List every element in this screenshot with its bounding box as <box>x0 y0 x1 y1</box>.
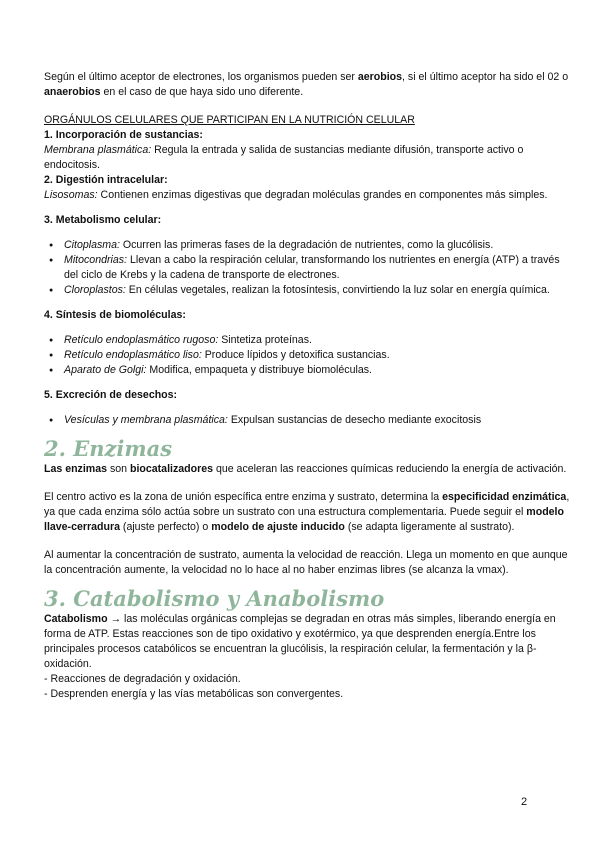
text-span: (se adapta ligeramente al sustrato). <box>344 521 515 533</box>
enzimas-term: Las enzimas <box>44 463 108 475</box>
s1-term: Membrana plasmática: <box>44 144 152 156</box>
s2-text: Contienen enzimas digestivas que degradan moléculas grandes en componentes más simples. <box>97 189 548 201</box>
list-item <box>44 348 572 363</box>
catabolismo-text: → las moléculas orgánicas complejas se degradan en otras más simples, liberando energía en forma de ATP. Estas reacciones son de tipo oxidativo y exotérmico, ya que desprenden energía.Entre los principales procesos catabólicos se encuentran la glucólisis, la respiración celular, la fermentación y la β-oxidación. <box>44 613 556 670</box>
list-item-term: Citoplasma: <box>64 239 120 251</box>
s1-text: Regula la entrada y salida de sustancias mediante difusión, transporte activo o endocitosis. <box>44 144 524 171</box>
list-item <box>44 363 572 378</box>
s2-term: Lisosomas: <box>44 189 98 201</box>
intro-aerobios: aerobios <box>357 71 403 83</box>
list-item-text: Expulsan sustancias de desecho mediante exocitosis <box>227 414 482 426</box>
biocatalizadores-term: biocatalizadores <box>129 463 213 475</box>
text-span: El centro activo es la zona de unión específica entre enzima y sustrato, determina la <box>44 491 443 503</box>
list-item <box>44 333 572 348</box>
s3-title <box>44 213 572 228</box>
intro-text-2: , si el último aceptor ha sido el 02 o <box>402 71 569 83</box>
s1-title <box>44 128 572 143</box>
text-span: que aceleran las reacciones químicas reduciendo la energía de activación. <box>213 463 567 475</box>
list-item <box>44 253 572 283</box>
s4-title <box>44 308 572 323</box>
list-item-term: Vesículas y membrana plasmática: <box>64 414 228 426</box>
list-item <box>44 413 572 428</box>
enzimas-paragraph-3: Al aumentar la concentración de sustrato, aumenta la velocidad de reacción. Llega un momento en que aunque la concentración aumente, la velocidad no lo hace al no haber enzimas libres (se alcanza la vmax). <box>44 549 568 576</box>
text-span: , ya que cada enzima sólo actúa sobre un sustrato con una estructura complementaria. Puede seguir el <box>44 491 570 518</box>
intro-text-1: Según el último aceptor de electrones, los organismos pueden ser <box>44 71 358 83</box>
list-item-term: Retículo endoplasmático rugoso: <box>64 334 219 346</box>
s4-title-text: 4. Síntesis de biomoléculas: <box>44 309 186 321</box>
catabolismo-section-title: 3. Catabolismo y Anabolismo <box>44 586 385 611</box>
list-item-term: Cloroplastos: <box>64 284 126 296</box>
list-item <box>44 283 572 298</box>
intro-anaerobios: anaerobios <box>44 86 101 98</box>
s5-title-text: 5. Excreción de desechos: <box>44 389 178 401</box>
intro-text-3: en el caso de que haya sido uno diferente. <box>100 86 304 98</box>
catabolismo-term: Catabolismo <box>44 613 108 625</box>
catabolismo-paragraph <box>44 612 572 672</box>
especificidad-term: especificidad enzimática <box>442 491 567 503</box>
s5-title <box>44 388 572 403</box>
enzimas-section-title: 2. Enzimas <box>44 436 173 461</box>
intro-paragraph <box>44 70 572 100</box>
s3-list <box>44 238 572 298</box>
list-item-text: Llevan a cabo la respiración celular, transformando los nutrientes en energía (ATP) a través del ciclo de Krebs y la cadena de transporte de electrones. <box>64 254 560 281</box>
list-item-term: Mitocondrias: <box>64 254 127 266</box>
s4-list <box>44 333 572 378</box>
organulos-heading: ORGÁNULOS CELULARES QUE PARTICIPAN EN LA NUTRICIÓN CELULAR <box>44 114 415 126</box>
catabolismo-line-2: - Desprenden energía y las vías metabólicas son convergentes. <box>44 688 344 700</box>
page-number: 2 <box>521 796 528 808</box>
enzimas-paragraph-2 <box>44 490 572 535</box>
s3-title-text: 3. Metabolismo celular: <box>44 214 162 226</box>
s5-list <box>44 413 572 428</box>
s2-title <box>44 173 572 188</box>
list-item-text: Sintetiza proteínas. <box>218 334 312 346</box>
list-item-term: Retículo endoplasmático liso: <box>64 349 202 361</box>
list-item-text: Produce lípidos y detoxifica sustancias. <box>201 349 390 361</box>
s1-title-text: 1. Incorporación de sustancias: <box>44 129 203 141</box>
s1-paragraph <box>44 143 572 173</box>
list-item <box>44 238 572 253</box>
s2-paragraph <box>44 188 572 203</box>
document-page <box>44 70 572 702</box>
list-item-term: Aparato de Golgi: <box>64 364 147 376</box>
enzimas-paragraph-1 <box>44 462 572 477</box>
s2-title-text: 2. Digestión intracelular: <box>44 174 168 186</box>
llave-cerradura-term: modelo llave-cerradura <box>44 506 564 533</box>
text-span: (ajuste perfecto) o <box>119 521 212 533</box>
ajuste-inducido-term: modelo de ajuste inducido <box>211 521 345 533</box>
catabolismo-line-1: - Reacciones de degradación y oxidación. <box>44 673 241 685</box>
list-item-text: Modifica, empaqueta y distribuye biomoléculas. <box>146 364 372 376</box>
list-item-text: En células vegetales, realizan la fotosíntesis, convirtiendo la luz solar en energía química. <box>125 284 550 296</box>
list-item-text: Ocurren las primeras fases de la degradación de nutrientes, como la glucólisis. <box>119 239 494 251</box>
text-span: son <box>107 463 130 475</box>
